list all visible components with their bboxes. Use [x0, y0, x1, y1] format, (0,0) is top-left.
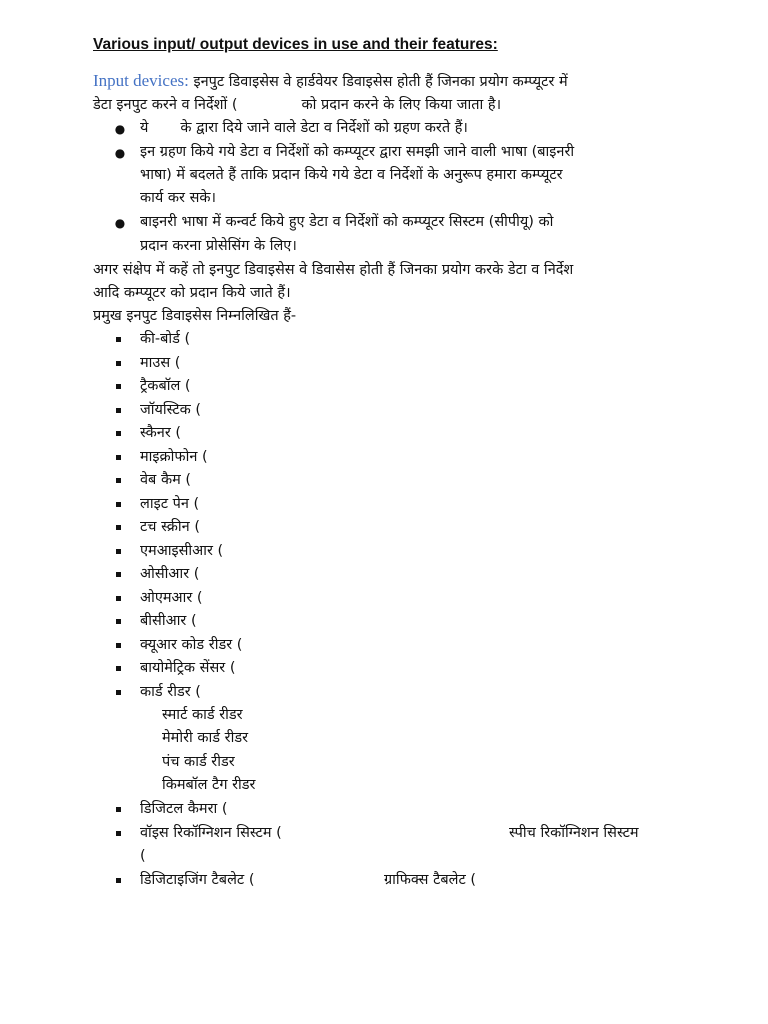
summary-line-3: प्रमुख इनपुट डिवाइसेस निम्नलिखित हैं-	[93, 308, 297, 324]
bullet-dot: ●	[114, 122, 126, 136]
bullet-3-line-1: बाइनरी भाषा में कन्वर्ट किये हुए डेटा व निर्देशों को कम्प्यूटर सिस्टम (सीपीयू) को	[140, 214, 554, 230]
list-item: क्यूआर कोड रीडर (	[140, 637, 243, 653]
list-item: जॉयस्टिक (	[140, 402, 202, 418]
list-item: ओसीआर (	[140, 566, 200, 582]
summary-line-2: आदि कम्प्यूटर को प्रदान किये जाते हैं।	[93, 285, 291, 301]
list-item: बीसीआर (	[140, 613, 197, 629]
list-item: ट्रैकबॉल (	[140, 378, 191, 394]
intro-line-1	[93, 71, 675, 92]
list-item-voice-c: (	[140, 848, 146, 864]
list-item: माउस (	[140, 355, 181, 371]
list-item: वेब कैम (	[140, 472, 192, 488]
intro-line-2	[93, 95, 501, 115]
square-bullet	[116, 478, 121, 483]
square-bullet	[116, 807, 121, 812]
square-bullet	[116, 525, 121, 530]
bullet-2-line-3: कार्य कर सके।	[140, 190, 217, 206]
intro-text-2b: को प्रदान करने के लिए किया जाता है।	[301, 97, 502, 113]
bullet-1b: के द्वारा दिये जाने वाले डेटा व निर्देशों को ग्रहण करते हैं।	[180, 120, 468, 136]
square-bullet	[116, 643, 121, 648]
list-item-digitizer-a: डिजिटाइजिंग टैबलेट (	[140, 872, 255, 888]
bullet-2-line-2: भाषा) में बदलते हैं ताकि प्रदान किये गये डेटा व निर्देशों के अनुरूप हमारा कम्प्यूटर	[140, 167, 563, 183]
list-item: की-बोर्ड (	[140, 331, 191, 347]
bullet-1	[140, 118, 468, 138]
square-bullet	[116, 431, 121, 436]
square-bullet	[116, 361, 121, 366]
square-bullet	[116, 502, 121, 507]
intro-text-2a: डेटा इनपुट करने व निर्देशों (	[93, 97, 238, 113]
bullet-2-line-1: इन ग्रहण किये गये डेटा व निर्देशों को कम्प्यूटर द्वारा समझी जाने वाली भाषा (बाइनरी	[140, 144, 575, 160]
square-bullet	[116, 384, 121, 389]
summary-line-1: अगर संक्षेप में कहें तो इनपुट डिवाइसेस वे डिवासेस होती हैं जिनका प्रयोग करके डेटा व निर्देश	[93, 262, 574, 278]
square-bullet	[116, 619, 121, 624]
list-item-voice-b: स्पीच रिकॉग्निशन सिस्टम	[509, 825, 639, 841]
list-item: टच स्क्रीन (	[140, 519, 200, 535]
square-bullet	[116, 549, 121, 554]
input-devices-label: Input devices:	[93, 71, 189, 90]
square-bullet	[116, 408, 121, 413]
intro-text-1: इनपुट डिवाइसेस वे हार्डवेयर डिवाइसेस होती हैं जिनका प्रयोग कम्प्यूटर में	[188, 74, 568, 90]
card-reader-subitem: पंच कार्ड रीडर	[162, 754, 235, 770]
list-item: लाइट पेन (	[140, 496, 200, 512]
bullet-dot: ●	[114, 146, 126, 160]
list-item-voice-a: वॉइस रिकॉग्निशन सिस्टम (	[140, 825, 282, 841]
list-item-digitizer-b: ग्राफिक्स टैबलेट (	[384, 872, 477, 888]
square-bullet	[116, 878, 121, 883]
square-bullet	[116, 596, 121, 601]
card-reader-subitem: किमबॉल टैग रीडर	[162, 777, 256, 793]
list-item: स्कैनर (	[140, 425, 182, 441]
card-reader-subitem: मेमोरी कार्ड रीडर	[162, 730, 249, 746]
list-item: एमआइसीआर (	[140, 543, 224, 559]
square-bullet	[116, 455, 121, 460]
list-item: माइक्रोफोन (	[140, 449, 208, 465]
page-heading: Various input/ output devices in use and their features:	[93, 36, 498, 53]
square-bullet	[116, 337, 121, 342]
list-item: डिजिटल कैमरा (	[140, 801, 228, 817]
list-item: बायोमेट्रिक सेंसर (	[140, 660, 236, 676]
card-reader-subitem: स्मार्ट कार्ड रीडर	[162, 707, 243, 723]
square-bullet	[116, 690, 121, 695]
bullet-1a: ये	[140, 120, 149, 136]
square-bullet	[116, 572, 121, 577]
list-item: ओएमआर (	[140, 590, 203, 606]
square-bullet	[116, 831, 121, 836]
bullet-dot: ●	[114, 216, 126, 230]
square-bullet	[116, 666, 121, 671]
bullet-3-line-2: प्रदान करना प्रोसेसिंग के लिए।	[140, 238, 297, 254]
list-item: कार्ड रीडर (	[140, 684, 201, 700]
